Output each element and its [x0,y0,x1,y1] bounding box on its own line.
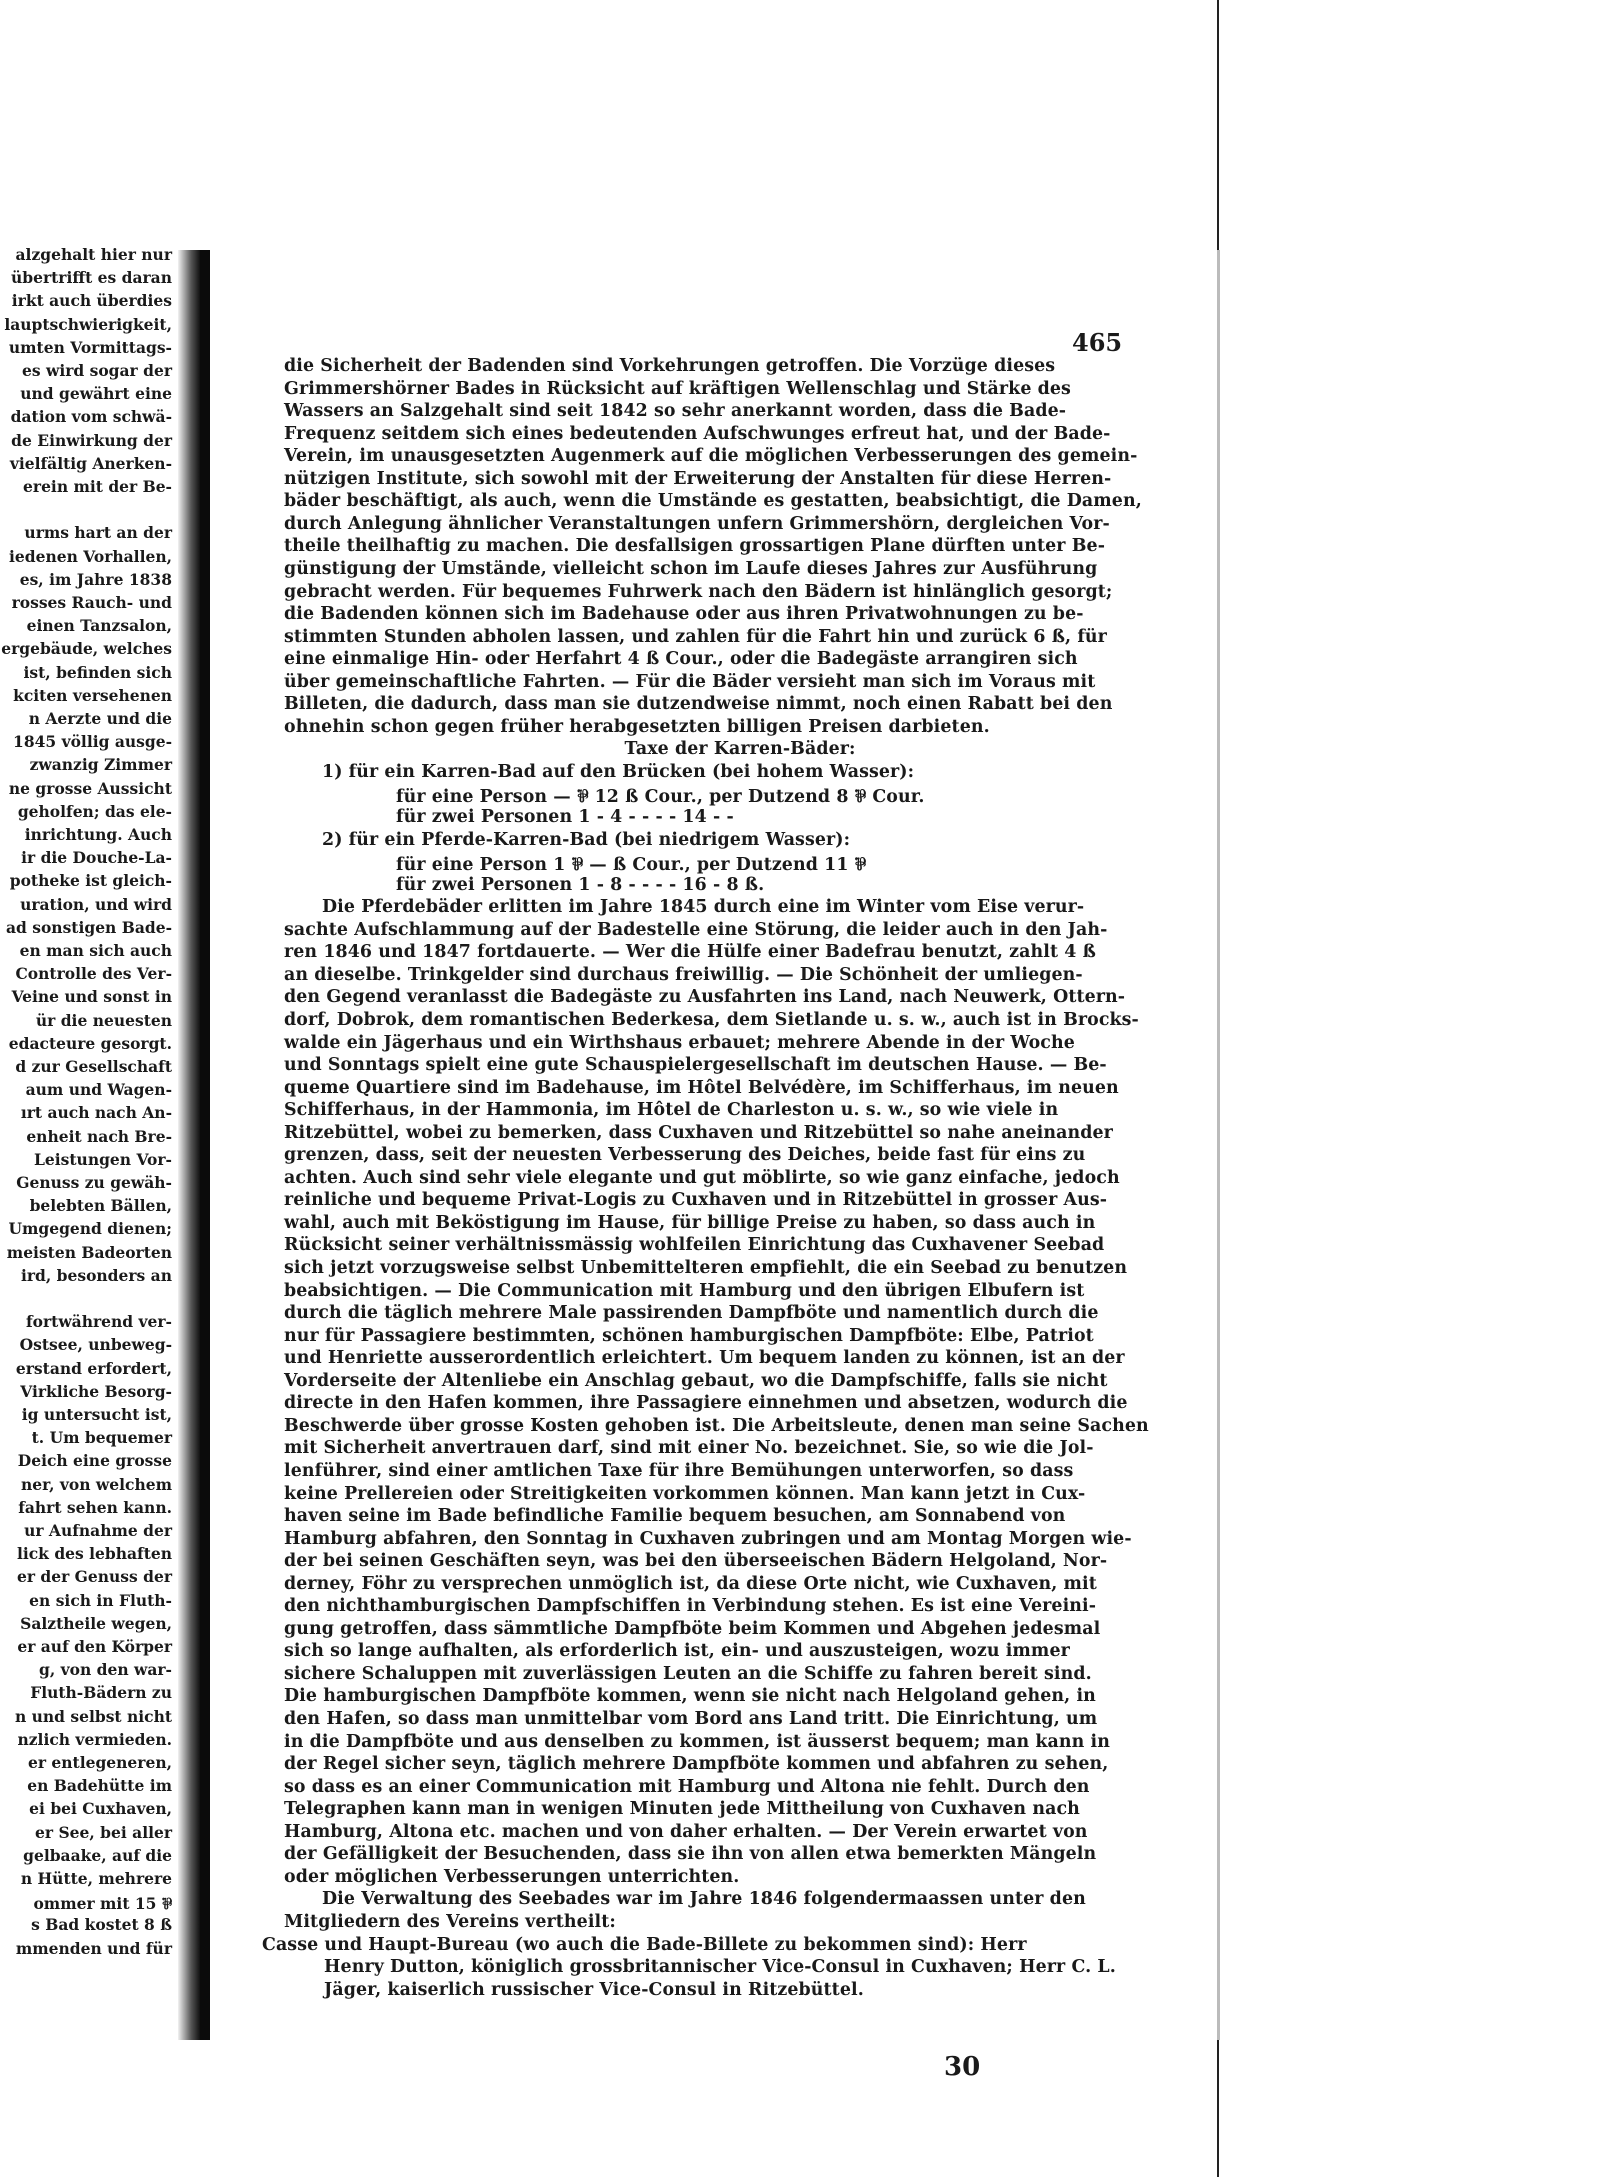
left-page-line: ist, befinden sich [23,662,172,682]
text-line: gung getroffen, dass sämmtliche Dampfböte beim Kommen und Abgehen jedesmal [284,1618,1101,1639]
left-page-line: n Hütte, mehrere [20,1869,172,1888]
left-page-line: übertrifft es daran [11,268,172,288]
text-line: Beschwerde über grosse Kosten gehoben ist. Die Arbeitsleute, denen man seine Sachen [284,1415,1149,1436]
text-line: queme Quartiere sind im Badehause, im Hôtel Belvédère, im Schifferhaus, im neuen [284,1077,1119,1098]
left-page-line: einen Tanzsalon, [26,616,172,636]
text-line: ren 1846 und 1847 fortdauerte. — Wer die Hülfe einer Badefrau benutzt, zahlt 4 ß [284,942,1096,963]
text-line: Rücksicht seiner verhältnissmässig wohlfeilen Einrichtung das Cuxhavener Seebad [284,1235,1105,1256]
text-line: Hamburg abfahren, den Sonntag in Cuxhaven zubringen und am Montag Morgen wie- [284,1528,1132,1549]
text-line: Telegraphen kann man in wenigen Minuten jede Mittheilung von Cuxhaven nach [284,1799,1080,1820]
left-page-line: fortwährend ver- [26,1312,172,1332]
left-page-line: er auf den Körper [17,1637,172,1656]
text-line: so dass es an einer Communication mit Hamburg und Altona nie fehlt. Durch den [284,1776,1090,1797]
text-line: den Hafen, so dass man unmittelbar vom Bord ans Land tritt. Die Einrichtung, um [284,1709,1098,1729]
text-line: Mitgliedern des Vereins vertheilt: [284,1911,616,1932]
text-line: 2) für ein Pferde-Karren-Bad (bei niedrigem Wasser): [322,829,851,850]
left-page-line: er der Genuss der [16,1567,172,1587]
left-page-line: 1845 völlig ausge- [13,732,172,752]
book-gutter-shadow [178,250,200,2040]
text-line: für zwei Personen 1 - 8 - - - - 16 - 8 ß. [396,874,765,895]
left-page-line: Controlle des Ver- [15,964,172,984]
text-line: 1) für ein Karren-Bad auf den Brücken (bei hohem Wasser): [322,761,915,782]
left-page-line: en sich in Fluth- [29,1590,172,1610]
left-page-line: ergebäude, welches [1,639,172,659]
text-line: Henry Dutton, königlich grossbritannischer Vice-Consul in Cuxhaven; Herr C. L. [324,1957,1116,1978]
text-line: theile theilhaftig zu machen. Die desfallsigen grossartigen Plane dürften unter Be- [284,536,1106,557]
previous-page-fragment [0,245,180,2035]
text-line: sachte Aufschlammung auf der Badestelle eine Störung, die leider auch in den Jah- [284,919,1108,940]
text-line: günstigung der Umstände, vielleicht schon im Laufe dieses Jahres zur Ausführung [284,558,1098,579]
left-page-line: zwanzig Zimmer [29,755,172,775]
text-line: sich so lange aufhalten, als erforderlich ist, ein- und auszusteigen, wozu immer [284,1641,1070,1662]
left-page-line: de Einwirkung der [11,430,172,450]
text-line: beabsichtigen. — Die Communication mit Hamburg und den übrigen Elbufern ist [284,1280,1085,1301]
text-line: sichere Schaluppen mit zuverlässigen Leuten an die Schiffe zu fahren bereit sind. [284,1663,1092,1684]
text-line: der Gefälligkeit der Besuchenden, dass sie ihn von allen etwa bemerkten Mängeln [284,1844,1097,1865]
text-line: nützigen Institute, sich sowohl mit der Erweiterung der Anstalten für diese Herren- [284,468,1112,489]
left-page-line: potheke ist gleich- [9,871,172,891]
text-line: die Badenden können sich im Badehause oder aus ihren Privatwohnungen zu be- [284,604,1084,625]
text-line: ohnehin schon gegen früher herabgesetzten billigen Preisen darbieten. [284,716,990,737]
left-page-line: ırt auch nach An- [20,1103,172,1123]
left-page-line: ner, von welchem [20,1474,172,1494]
left-page-line: nzlich vermieden. [17,1729,172,1749]
left-page-line: en man sich auch [19,941,172,960]
text-line: reinliche und bequeme Privat-Logis zu Cuxhaven und in Ritzebüttel in grosser Aus- [284,1190,1108,1211]
left-page-line: rosses Rauch- und [11,593,172,612]
left-page-line: d zur Gesellschaft [15,1057,172,1076]
text-line: an dieselbe. Trinkgelder sind durchaus freiwillig. — Die Schönheit der umliegen- [284,964,1083,985]
text-line: für eine Person 1 ⅌ — ß Cour., per Dutzend 11 ⅌ [396,855,867,876]
text-line: oder möglichen Verbesserungen unterrichten. [284,1866,740,1887]
text-line: Billeten, die dadurch, dass man sie dutzendweise nimmt, noch einen Rabatt bei den [284,694,1113,715]
left-page-line: und gewährt eine [20,384,172,404]
left-page-line: er entlegeneren, [28,1753,172,1772]
left-page-line: t. Um bequemer [31,1428,172,1448]
text-line: grenzen, dass, seit der neuesten Verbesserung des Deiches, beide fast für eins zu [284,1145,1086,1166]
text-line: Ritzebüttel, wobei zu bemerken, dass Cuxhaven und Ritzebüttel so nahe aneinander [284,1122,1113,1143]
text-line: Die hamburgischen Dampfböte kommen, wenn sie nicht nach Helgoland gehen, in [284,1686,1096,1707]
left-page-line: ig untersucht ist, [21,1405,172,1424]
left-page-line: Genuss zu gewäh- [16,1173,172,1192]
text-line: wahl, auch mit Beköstigung im Hause, für billige Preise zu haben, so dass auch in [284,1212,1096,1233]
left-page-line: mmenden und für [15,1938,172,1958]
text-line: mit Sicherheit anvertrauen darf, sind mit einer No. bezeichnet. Sie, so wie die Jol- [284,1438,1094,1459]
left-page-line: erein mit der Be- [23,477,172,496]
text-line: walde ein Jägerhaus und ein Wirthshaus erbauet; mehrere Abende in der Woche [284,1032,1075,1053]
text-line: Schifferhaus, in der Hammonia, im Hôtel de Charleston u. s. w., so wie viele in [284,1100,1059,1121]
left-page-line: dation vom schwä- [10,407,172,427]
left-page-line: ne grosse Aussicht [8,778,172,798]
left-page-line: irkt auch überdies [11,291,172,311]
text-line: für eine Person — ⅌ 12 ß Cour., per Dutzend 8 ⅌ Cour. [396,787,925,808]
left-page-line: umten Vormittags- [8,337,172,357]
left-page-line: uration, und wird [20,894,172,914]
text-line: der Regel sicher seyn, täglich mehrere Dampfböte kommen und abfahren zu sehen, [284,1754,1109,1775]
text-line: Hamburg, Altona etc. machen und von daher erhalten. — Der Verein erwartet von [284,1821,1088,1842]
left-page-line: ir die Douche-La- [21,848,172,868]
left-page-line: ird, besonders an [20,1265,172,1285]
left-page-line: lauptschwierigkeit, [4,314,172,334]
page-number: 465 [1072,328,1123,357]
text-line: nur für Passagiere bestimmten, schönen hamburgischen Dampfböte: Elbe, Patriot [284,1325,1094,1346]
text-line: stimmten Stunden abholen lassen, und zahlen für die Fahrt hin und zurück 6 ß, für [284,626,1107,647]
left-page-line: enheit nach Bre- [26,1126,172,1146]
left-page-line: fahrt sehen kann. [18,1497,172,1517]
left-page-line: iedenen Vorhallen, [9,546,172,566]
left-page-line: ad sonstigen Bade- [5,917,172,937]
left-page-line: urms hart an der [24,523,172,543]
text-line: sich jetzt vorzugsweise selbst Unbemittelteren empfiehlt, die ein Seebad zu benutzen [284,1258,1128,1278]
left-page-line: lick des lebhaften [16,1544,172,1564]
left-page-line: belebten Bällen, [29,1196,172,1216]
text-line: die Sicherheit der Badenden sind Vorkehrungen getroffen. Die Vorzüge dieses [284,356,1056,376]
left-page-line: er See, bei aller [35,1822,172,1842]
text-line: achten. Auch sind sehr viele elegante und gut möblirte, so wie ganz einfache, jedoch [284,1167,1120,1188]
left-page-line: n und selbst nicht [14,1706,172,1726]
left-page-line: Leistungen Vor- [34,1149,172,1169]
left-page-line: erstand erfordert, [15,1358,172,1378]
left-page-line: inrichtung. Auch [24,825,172,844]
text-line: directe in den Hafen kommen, ihre Passagiere einnehmen und absetzen, wodurch die [284,1393,1128,1414]
text-line: bäder beschäftigt, als auch, wenn die Umstände es gestatten, beabsichtigt, die Damen, [284,491,1142,512]
text-line: der bei seinen Geschäften seyn, was bei den überseeischen Bädern Helgoland, Nor- [284,1551,1108,1572]
text-line: haven seine im Bade befindliche Familie bequem besuchen, am Sonnabend von [284,1506,1066,1527]
left-page-line: Umgegend dienen; [8,1219,172,1239]
left-page-line: ommer mit 15 ⅌ [33,1894,172,1914]
text-line: Die Pferdebäder erlitten im Jahre 1845 durch eine im Winter vom Eise verur- [322,897,1085,918]
left-page-line: Salztheile wegen, [20,1613,172,1633]
left-page-line: alzgehalt hier nur [15,245,172,264]
left-page-line: es, im Jahre 1838 [19,569,172,589]
text-line: durch Anlegung ähnlicher Veranstaltungen unfern Grimmershörn, dergleichen Vor- [284,513,1110,534]
left-page-line: g, von den war- [39,1660,172,1680]
text-line: Casse und Haupt-Bureau (wo auch die Bade-Billete zu bekommen sind): Herr [262,1934,1027,1955]
left-page-line: ur Aufnahme der [24,1521,172,1540]
text-line: dorf, Dobrok, dem romantischen Bederkesa, dem Sietlande u. s. w., auch ist in Brocks- [284,1009,1139,1030]
text-line: lenführer, sind einer amtlichen Taxe für ihre Bemühungen unterworfen, so dass [284,1460,1074,1481]
text-line: und Henriette ausserordentlich erleichtert. Um bequem landen zu können, ist an der [284,1348,1125,1369]
signature-mark: 30 [944,2052,981,2082]
page-edge [1217,250,1220,2040]
text-line: Grimmershörner Bades in Rücksicht auf kräftigen Wellenschlag und Stärke des [284,378,1071,399]
text-line: derney, Föhr zu versprechen unmöglich ist, da diese Orte nicht, wie Cuxhaven, mit [284,1573,1097,1594]
text-line: über gemeinschaftliche Fahrten. — Für die Bäder versieht man sich im Voraus mit [284,671,1096,692]
left-page-line: en Badehütte im [27,1776,172,1796]
text-line: den nichthamburgischen Dampfschiffen in Verbindung stehen. Es ist eine Vereini- [284,1596,1097,1617]
text-line: Verein, im unausgesetzten Augenmerk auf die möglichen Verbesserungen des gemein- [284,446,1138,467]
book-gutter [200,250,210,2040]
left-page-line: edacteure gesorgt. [8,1033,172,1053]
left-page-line: gelbaake, auf die [23,1845,172,1865]
left-page-line: ür die neuesten [35,1010,172,1030]
left-page-line: n Aerzte und die [28,709,172,728]
left-page-line: Veine und sonst in [11,987,172,1007]
text-line: eine einmalige Hin- oder Herfahrt 4 ß Cour., oder die Badegäste arrangiren sich [284,649,1078,670]
left-page-line: vielfältig Anerken- [9,453,172,473]
text-line: gebracht werden. Für bequemes Fuhrwerk nach den Bädern ist hinlänglich gesorgt; [284,581,1113,602]
section-heading: Taxe der Karren-Bäder: [624,739,856,760]
left-page-line: ei bei Cuxhaven, [29,1799,172,1819]
text-line: den Gegend veranlasst die Badegäste zu Ausfahrten ins Land, nach Neuwerk, Ottern- [284,987,1126,1008]
text-line: Jäger, kaiserlich russischer Vice-Consul in Ritzebüttel. [324,1979,864,2000]
text-line: Frequenz seitdem sich eines bedeutenden Aufschwunges erfreut hat, und der Bade- [284,423,1111,444]
left-page-line: es wird sogar der [22,361,172,380]
text-line: und Sonntags spielt eine gute Schauspielergesellschaft im deutschen Hause. — Be- [284,1055,1107,1076]
text-line: keine Prellereien oder Streitigkeiten vorkommen können. Man kann jetzt in Cux- [284,1483,1086,1504]
left-page-line: aum und Wagen- [25,1080,172,1100]
left-page-line: Ostsee, unbeweg- [19,1335,172,1355]
left-page-line: meisten Badeorten [6,1242,172,1262]
text-line: Wassers an Salzgehalt sind seit 1842 so sehr anerkannt worden, dass die Bade- [284,401,1067,422]
current-page [212,0,1219,2177]
text-line: in die Dampfböte und aus denselben zu kommen, ist äusserst bequem; man kann in [284,1731,1110,1752]
left-page-line: Virkliche Besorg- [20,1381,172,1401]
text-line: für zwei Personen 1 - 4 - - - - 14 - - [396,807,734,827]
text-line: Vorderseite der Altenliebe ein Anschlag gebaut, wo die Dampfschiffe, falls sie nicht [284,1370,1108,1391]
left-page-line: Fluth-Bädern zu [30,1683,172,1703]
text-line: Die Verwaltung des Seebades war im Jahre 1846 folgendermaassen unter den [322,1889,1086,1910]
left-page-line: geholfen; das ele- [17,801,172,821]
left-page-line: s Bad kostet 8 ß [31,1915,172,1935]
left-page-line: kciten versehenen [13,685,172,705]
text-line: durch die täglich mehrere Male passirenden Dampfböte und namentlich durch die [284,1303,1099,1324]
left-page-line: Deich eine grosse [17,1451,172,1471]
